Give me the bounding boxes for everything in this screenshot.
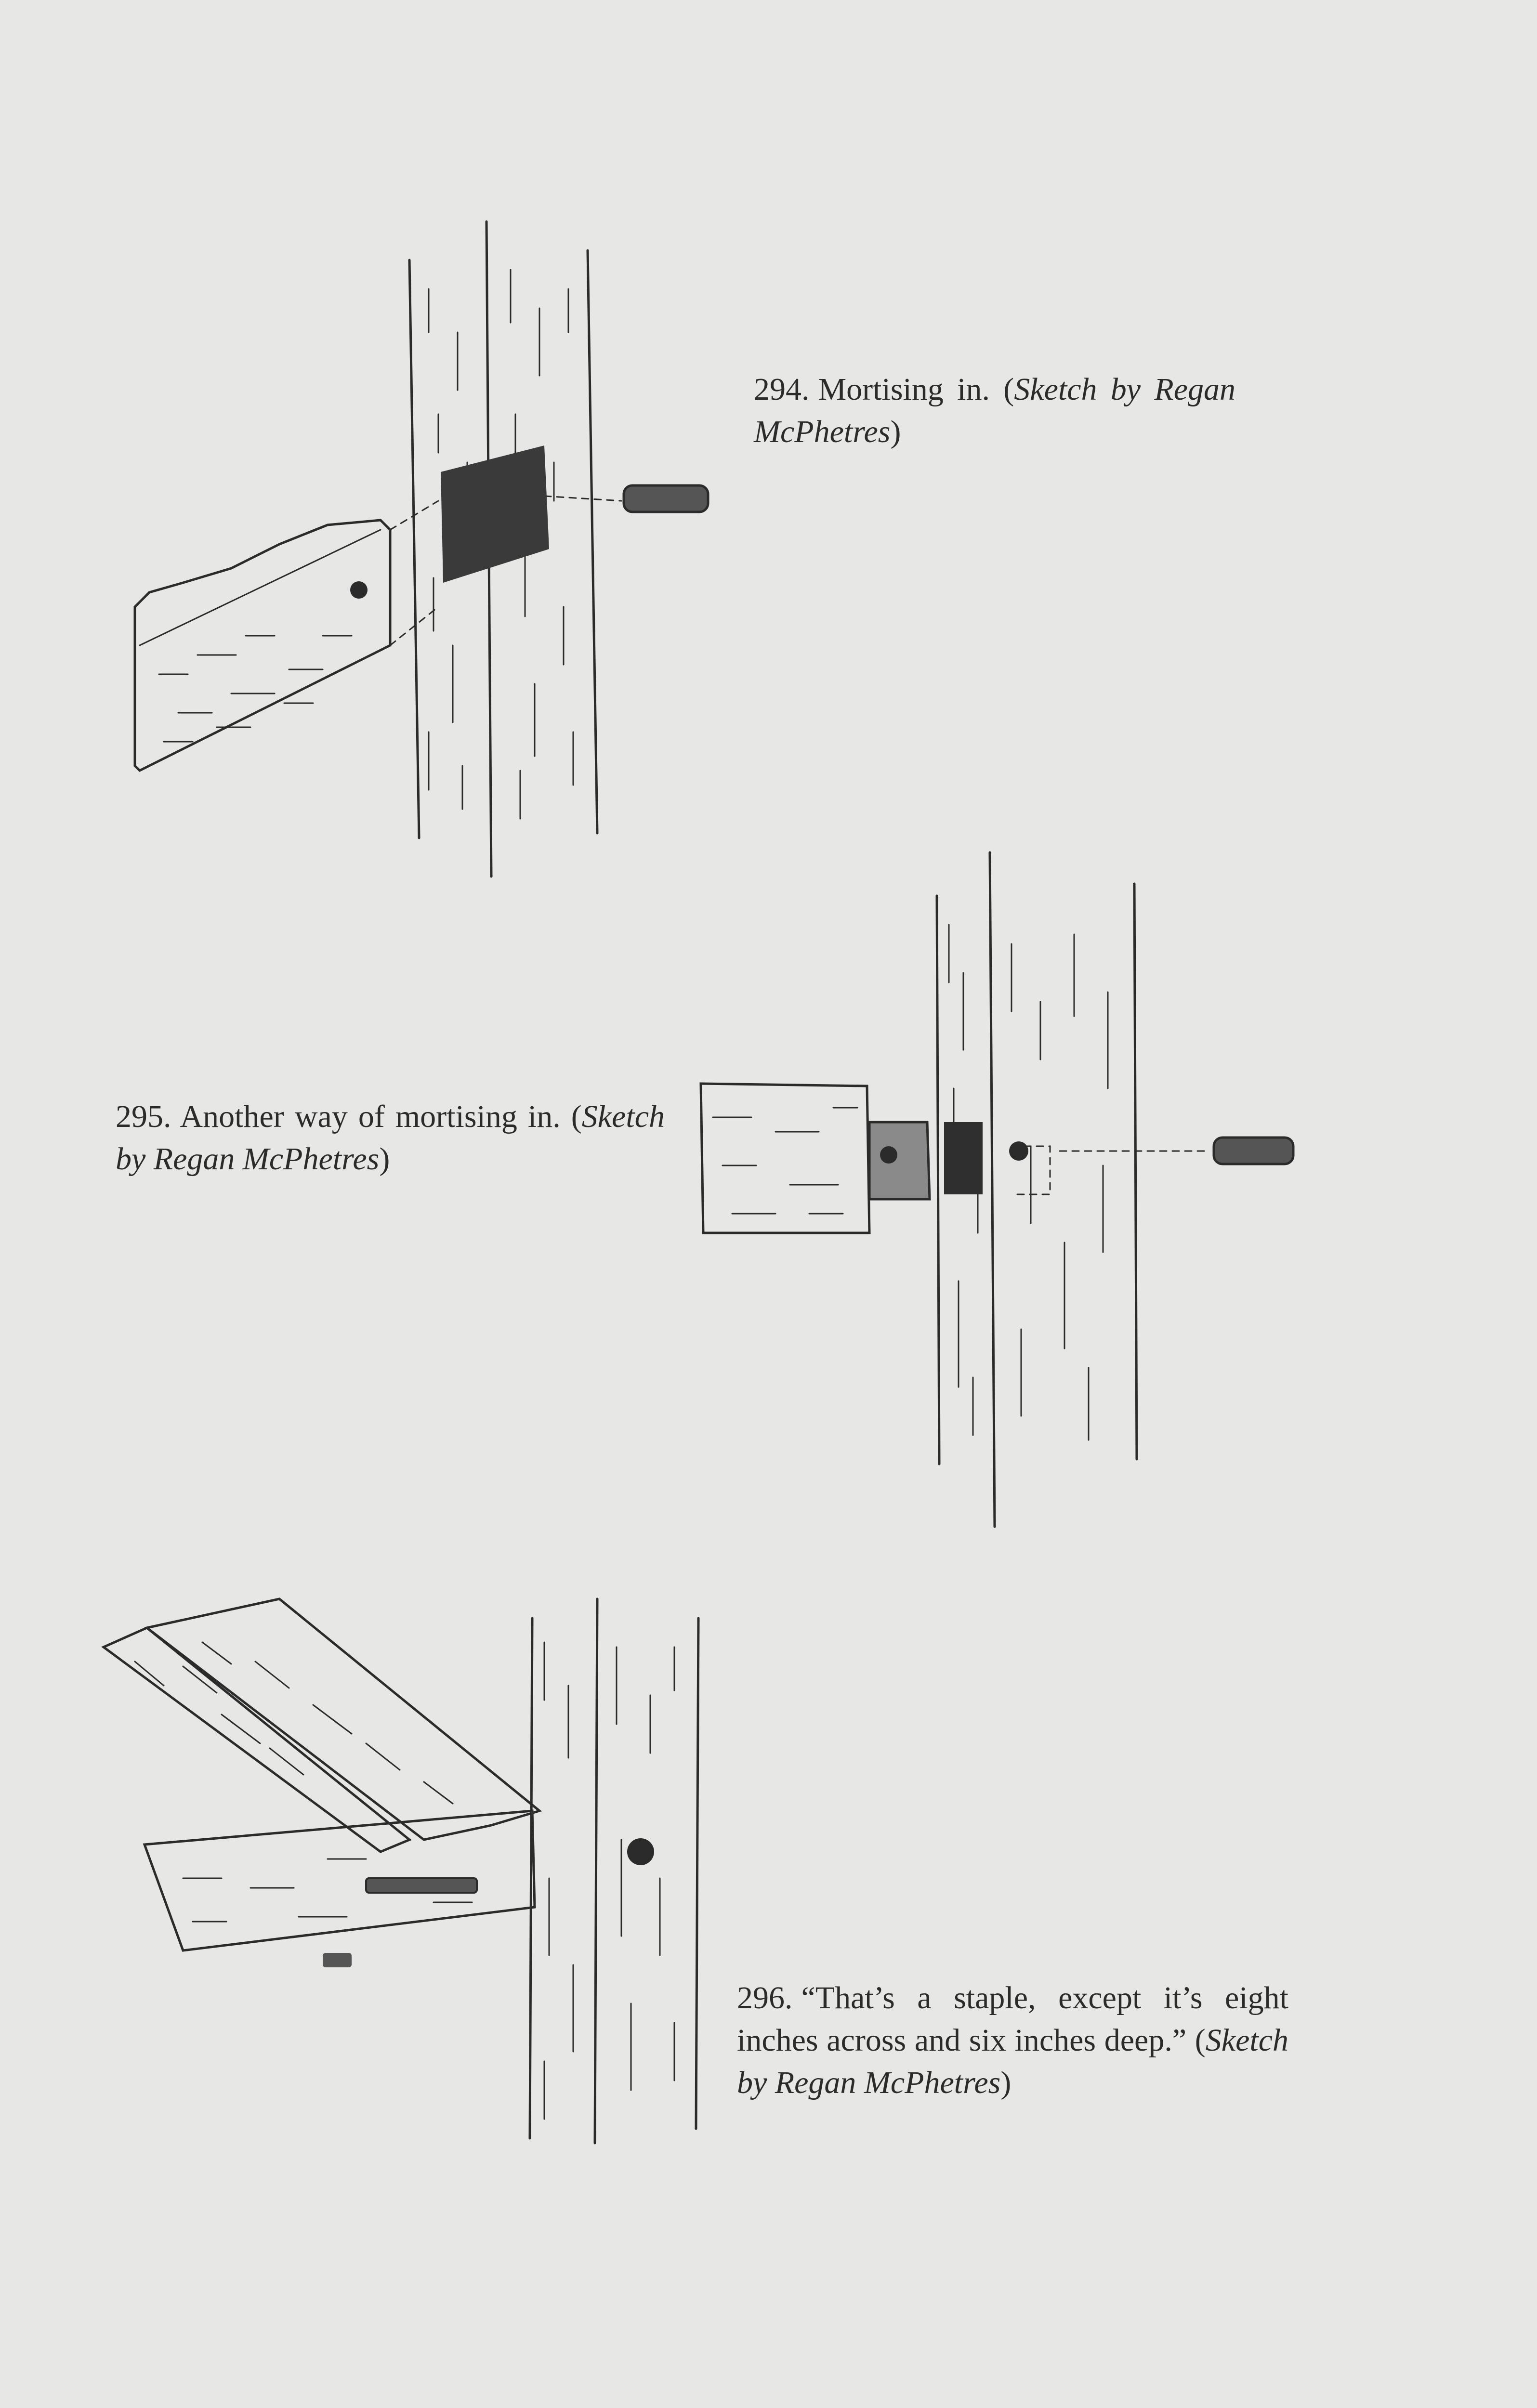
caption-text: Mortising in. ( [818,372,1014,407]
peg-hole-post [1009,1141,1028,1161]
figure-caption-295 [116,1096,665,1180]
caption-close: ) [890,414,901,449]
sketch-295-another-mortising [694,848,1310,1531]
post-right-edge [1134,884,1137,1459]
post-center-seam [595,1599,597,2143]
mortise-hole [944,1122,983,1194]
beam-outline [701,1084,869,1233]
staple-end [323,1953,352,1967]
caption-close: ) [1000,2065,1012,2100]
peg-hole [627,1838,654,1865]
caption-text: Another way of mortising in. ( [180,1099,582,1134]
figure-number: 294. [754,372,810,407]
peg [624,485,708,512]
caption-credit: Sketch by Regan McPhetres [754,372,1235,449]
caption-close: ) [379,1141,390,1177]
post-right-edge [588,250,597,833]
caption-credit: Sketch by Regan McPhetres [116,1099,665,1177]
mortise-hole [441,445,549,583]
post-center-seam [990,852,995,1527]
staple [366,1878,477,1893]
peg-hole [350,581,368,599]
caption-text: “That’s a staple, except it’s eight inches across and six inches deep.” ( [737,1980,1288,2058]
post-right-edge [696,1618,698,2129]
figure-caption-294 [754,368,1235,453]
sketch-296-staple [96,1589,713,2148]
figure-caption-296 [737,1977,1288,2104]
beam-outline [135,520,390,771]
sketch-294-mortising-in [120,212,747,896]
figure-number: 296. [737,1980,793,2015]
peg-hole-tenon [880,1146,897,1164]
post-left-edge [937,896,939,1464]
caption-credit: Sketch by Regan McPhetres [737,2023,1288,2100]
post-left-edge [409,260,419,838]
figure-number: 295. [116,1099,171,1134]
rafter-outline-2 [147,1599,539,1840]
post-left-edge [530,1618,532,2138]
peg [1214,1138,1293,1164]
tenon [869,1122,930,1199]
